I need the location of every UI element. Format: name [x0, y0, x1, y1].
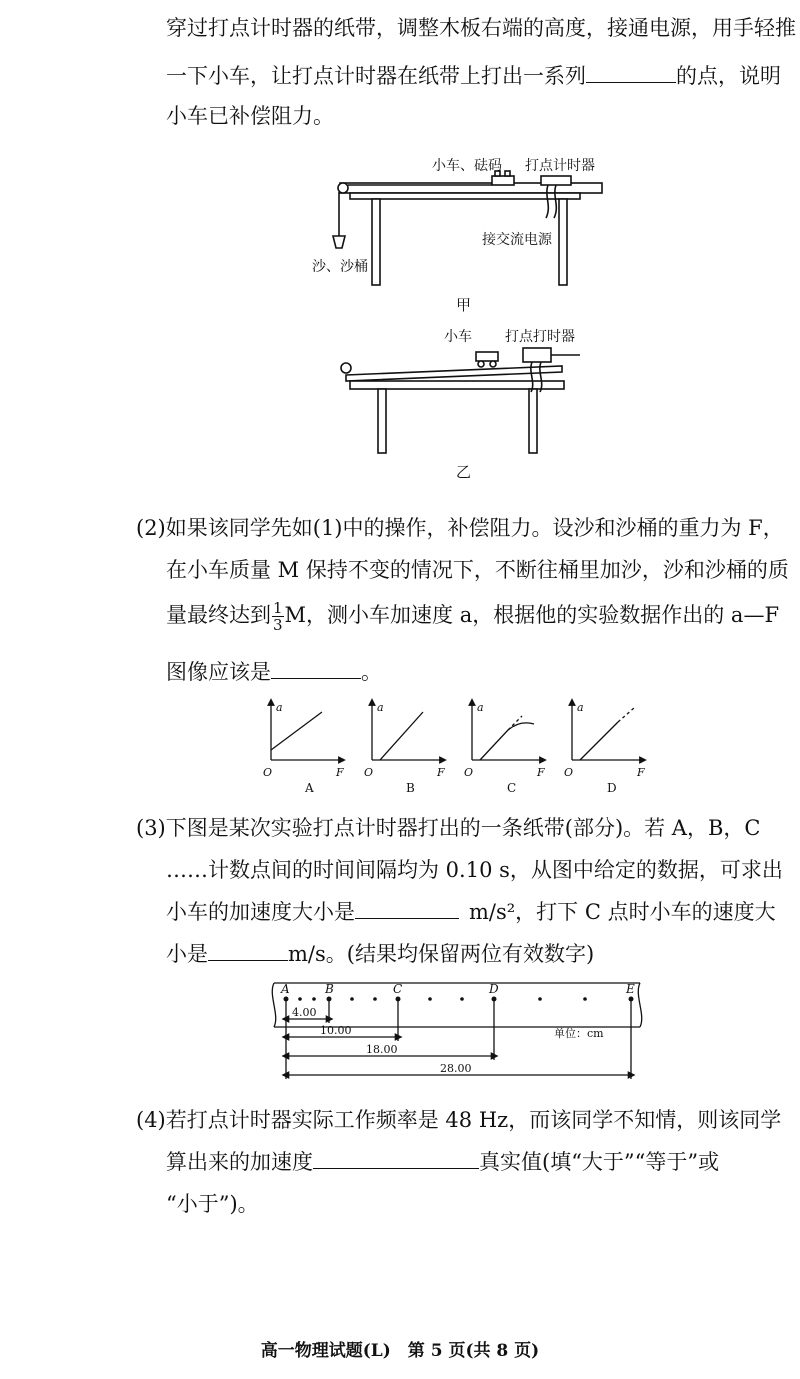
q2-line4-text-a: 图像应该是	[166, 660, 271, 684]
tape-point-b: B	[325, 982, 334, 996]
graph-a-ylabel: a	[276, 701, 283, 714]
q2-line3-text-a: 量最终达到	[166, 603, 271, 627]
label-car-yi: 小车	[444, 329, 472, 345]
answer-blank-4[interactable]	[208, 940, 288, 961]
graph-d-ylabel: a	[577, 701, 584, 714]
q2-line2: 在小车质量 M 保持不变的情况下，不断往桶里加沙，沙和沙桶的质	[166, 558, 789, 582]
part1-line2-text-a: 一下小车，让打点计时器在纸带上打出一系列	[166, 64, 586, 88]
tape-point-a: A	[281, 982, 290, 996]
label-ac-power: 接交流电源	[482, 232, 552, 248]
graph-b-xlabel: F	[437, 766, 445, 779]
fraction-one-third: $\frac{1}{3}$	[273, 599, 283, 634]
q3-line2: ……计数点间的时间间隔均为 0.10 s，从图中给定的数据，可求出	[166, 858, 783, 882]
tape-dim-ac: 10.00	[320, 1024, 352, 1037]
q4-line2-text-a: 算出来的加速度	[166, 1150, 313, 1174]
answer-blank-1[interactable]	[586, 62, 676, 83]
tape-dim-ae: 28.00	[440, 1062, 472, 1075]
graph-d-line	[580, 722, 618, 760]
graph-b-line	[380, 712, 423, 760]
option-b-label: B	[406, 781, 415, 795]
caption-jia: 甲	[456, 296, 472, 314]
answer-blank-5[interactable]	[313, 1148, 479, 1169]
label-timer-yi: 打点打时器	[505, 329, 575, 345]
paper-tape-diagram	[0, 975, 800, 1085]
q2-line3-text-b: M，测小车加速度 a，根据他的实验数据作出的 a—F	[284, 603, 780, 627]
graph-c-origin: O	[464, 766, 474, 779]
option-a-label: A	[305, 781, 314, 795]
q2-line4	[166, 658, 800, 686]
q2-line4-text-b: 。	[361, 660, 382, 684]
graph-c-ylabel: a	[477, 701, 484, 714]
label-sand-bucket: 沙、沙桶	[312, 259, 368, 275]
tape-dim-ab: 4.00	[292, 1006, 317, 1019]
tape-point-d: D	[489, 982, 499, 996]
tape-point-c: C	[393, 982, 403, 996]
answer-blank-2[interactable]	[271, 658, 361, 679]
q3-line1: (3)下图是某次实验打点计时器打出的一条纸带(部分)。若 A，B，C	[136, 816, 761, 840]
q3-line3	[166, 898, 800, 926]
graph-a-line	[271, 712, 322, 750]
graph-d-xlabel: F	[637, 766, 645, 779]
part1-line2	[166, 62, 800, 90]
tape-dim-ad: 18.00	[366, 1043, 398, 1056]
graph-c-curve	[480, 723, 534, 760]
q4-line2	[166, 1148, 800, 1176]
graph-a-xlabel: F	[336, 766, 344, 779]
label-car-weights: 小车、砝码	[432, 158, 502, 174]
tape-point-e: E	[626, 982, 635, 996]
q4-line2-text-b: 真实值(填“大于”“等于”或	[479, 1150, 720, 1174]
q2-line1: (2)如果该同学先如(1)中的操作，补偿阻力。设沙和沙桶的重力为 F，	[136, 516, 784, 540]
graph-b-ylabel: a	[377, 701, 384, 714]
caption-yi: 乙	[456, 463, 472, 481]
q4-line3: “小于”)。	[166, 1192, 259, 1216]
graph-c-xlabel: F	[537, 766, 545, 779]
q3-line3-text-b: m/s²，打下 C 点时小车的速度大	[469, 900, 776, 924]
label-timer-jia: 打点计时器	[525, 158, 595, 174]
graph-d-origin: O	[564, 766, 574, 779]
option-d-label: D	[607, 781, 617, 795]
page-footer: 高一物理试题(L) 第 5 页(共 8 页)	[260, 1341, 540, 1361]
graph-a-origin: O	[263, 766, 273, 779]
q3-line4	[166, 940, 800, 968]
part1-line1: 穿过打点计时器的纸带，调整木板右端的高度，接通电源，用手轻推	[166, 16, 796, 40]
answer-blank-3[interactable]	[355, 898, 459, 919]
option-c-label: C	[507, 781, 517, 795]
q3-line4-text-a: 小是	[166, 942, 208, 966]
part1-line2-text-b: 的点，说明	[676, 64, 781, 88]
tape-dots	[284, 997, 634, 1002]
tape-unit: 单位：cm	[554, 1027, 604, 1040]
q2-line3	[166, 600, 800, 633]
graph-b-origin: O	[364, 766, 374, 779]
q3-line4-text-b: m/s。(结果均保留两位有效数字)	[288, 942, 595, 966]
q3-line3-text-a: 小车的加速度大小是	[166, 900, 355, 924]
q4-line1: (4)若打点计时器实际工作频率是 48 Hz，而该同学不知情，则该同学	[136, 1108, 782, 1132]
figure-yi-apparatus	[0, 320, 800, 470]
part1-line3: 小车已补偿阻力。	[166, 104, 334, 128]
af-graph-options	[0, 698, 800, 798]
